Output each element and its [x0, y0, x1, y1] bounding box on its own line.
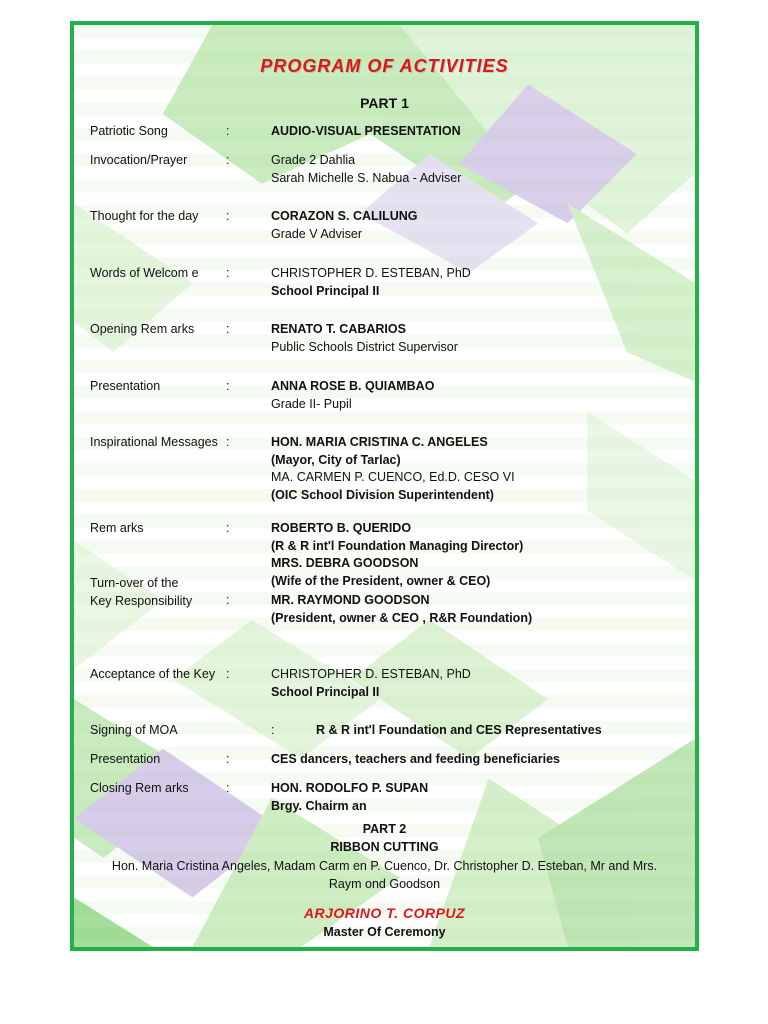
item-value-line: (OIC School Division Superintendent) — [271, 487, 494, 502]
program-content — [74, 25, 695, 947]
part2-heading: PART 2 — [362, 822, 407, 836]
item-colon: : — [226, 667, 230, 681]
part2-names-line1: Hon. Maria Cristina Angeles, Madam Carm en P. Cuenco, Dr. Christopher D. Esteban, Mr and Mrs. — [111, 859, 658, 873]
part2-subheading: RIBBON CUTTING — [330, 840, 439, 854]
item-colon: : — [226, 379, 230, 393]
item-value — [271, 780, 691, 815]
item-value-line: Grade 2 Dahlia — [271, 153, 356, 167]
item-value-line: Grade II- Pupil — [271, 396, 352, 411]
item-value — [271, 751, 691, 769]
item-colon: : — [226, 593, 230, 607]
item-colon: : — [226, 153, 230, 167]
item-colon: : — [226, 752, 230, 766]
item-value-line: ANNA ROSE B. QUIAMBAO — [271, 379, 435, 393]
part2-names-line2: Raym ond Goodson — [328, 877, 441, 891]
item-colon: : — [226, 266, 230, 280]
item-value-line: HON. RODOLFO P. SUPAN — [271, 781, 429, 795]
item-label: Patriotic Song — [90, 124, 168, 138]
master-of-ceremony-role: Master Of Ceremony — [323, 925, 446, 939]
item-value-line: School Principal II — [271, 283, 380, 298]
item-label: Rem arks — [90, 521, 144, 535]
item-colon: : — [226, 521, 230, 535]
item-colon: : — [226, 124, 230, 138]
item-label: Opening Rem arks — [90, 322, 195, 336]
item-value-line: School Principal II — [271, 684, 380, 699]
item-colon: : — [226, 435, 230, 449]
item-colon: : — [226, 209, 230, 223]
item-value-line: Public Schools District Supervisor — [271, 339, 458, 354]
item-value-line: R & R int'l Foundation and CES Representatives — [316, 723, 602, 737]
item-value-line: Sarah Michelle S. Nabua - Adviser — [271, 170, 462, 185]
part1-heading: PART 1 — [360, 95, 409, 111]
item-value — [271, 321, 691, 356]
item-label: Invocation/Prayer — [90, 153, 188, 167]
item-value — [271, 123, 691, 141]
item-value — [271, 265, 691, 300]
master-of-ceremony-name: ARJORINO T. CORPUZ — [303, 905, 466, 921]
item-label: Closing Rem arks — [90, 781, 189, 795]
item-label: Acceptance of the Key — [90, 667, 216, 681]
item-value-line: Brgy. Chairm an — [271, 798, 367, 813]
item-value-line: RENATO T. CABARIOS — [271, 322, 406, 336]
item-value — [271, 666, 691, 701]
item-label-line: Turn-over of the — [90, 576, 179, 590]
program-card — [70, 21, 699, 951]
item-value — [271, 378, 691, 413]
item-value-line: HON. MARIA CRISTINA C. ANGELES — [271, 435, 488, 449]
item-label: Signing of MOA — [90, 723, 178, 737]
item-value-line: CORAZON S. CALILUNG — [271, 209, 418, 223]
item-value-line: MRS. DEBRA GOODSON — [271, 556, 419, 570]
item-colon: : — [226, 322, 230, 336]
item-value-line: (R & R int'l Foundation Managing Director) — [271, 538, 524, 553]
item-value — [271, 520, 691, 590]
item-value-line: MR. RAYMOND GOODSON — [271, 593, 430, 607]
item-colon: : — [271, 723, 275, 737]
item-label: Inspirational Messages — [90, 435, 218, 449]
item-label: Presentation — [90, 752, 161, 766]
item-value-line: Grade V Adviser — [271, 226, 363, 241]
item-colon: : — [226, 781, 230, 795]
item-value — [271, 152, 691, 187]
item-value-line: (President, owner & CEO , R&R Foundation) — [271, 610, 533, 625]
item-value-line: CHRISTOPHER D. ESTEBAN, PhD — [271, 266, 471, 280]
item-label: Words of Welcom e — [90, 266, 199, 280]
item-value — [271, 434, 691, 504]
item-value — [316, 722, 699, 740]
item-value-line: ROBERTO B. QUERIDO — [271, 521, 412, 535]
item-value-line: MA. CARMEN P. CUENCO, Ed.D. CESO VI — [271, 470, 515, 484]
item-value-line: CES dancers, teachers and feeding beneficiaries — [271, 752, 561, 766]
item-value — [271, 592, 691, 627]
item-label: Presentation — [90, 379, 161, 393]
item-value-line: (Wife of the President, owner & CEO) — [271, 573, 491, 588]
item-label: Thought for the day — [90, 209, 199, 223]
page-title: PROGRAM OF ACTIVITIES — [260, 56, 509, 76]
item-label-line: Key Responsibility — [90, 593, 193, 608]
item-value — [271, 208, 691, 243]
item-label — [90, 575, 230, 610]
item-value-line: (Mayor, City of Tarlac) — [271, 452, 401, 467]
item-value-line: AUDIO-VISUAL PRESENTATION — [271, 124, 461, 138]
item-value-line: CHRISTOPHER D. ESTEBAN, PhD — [271, 667, 471, 681]
